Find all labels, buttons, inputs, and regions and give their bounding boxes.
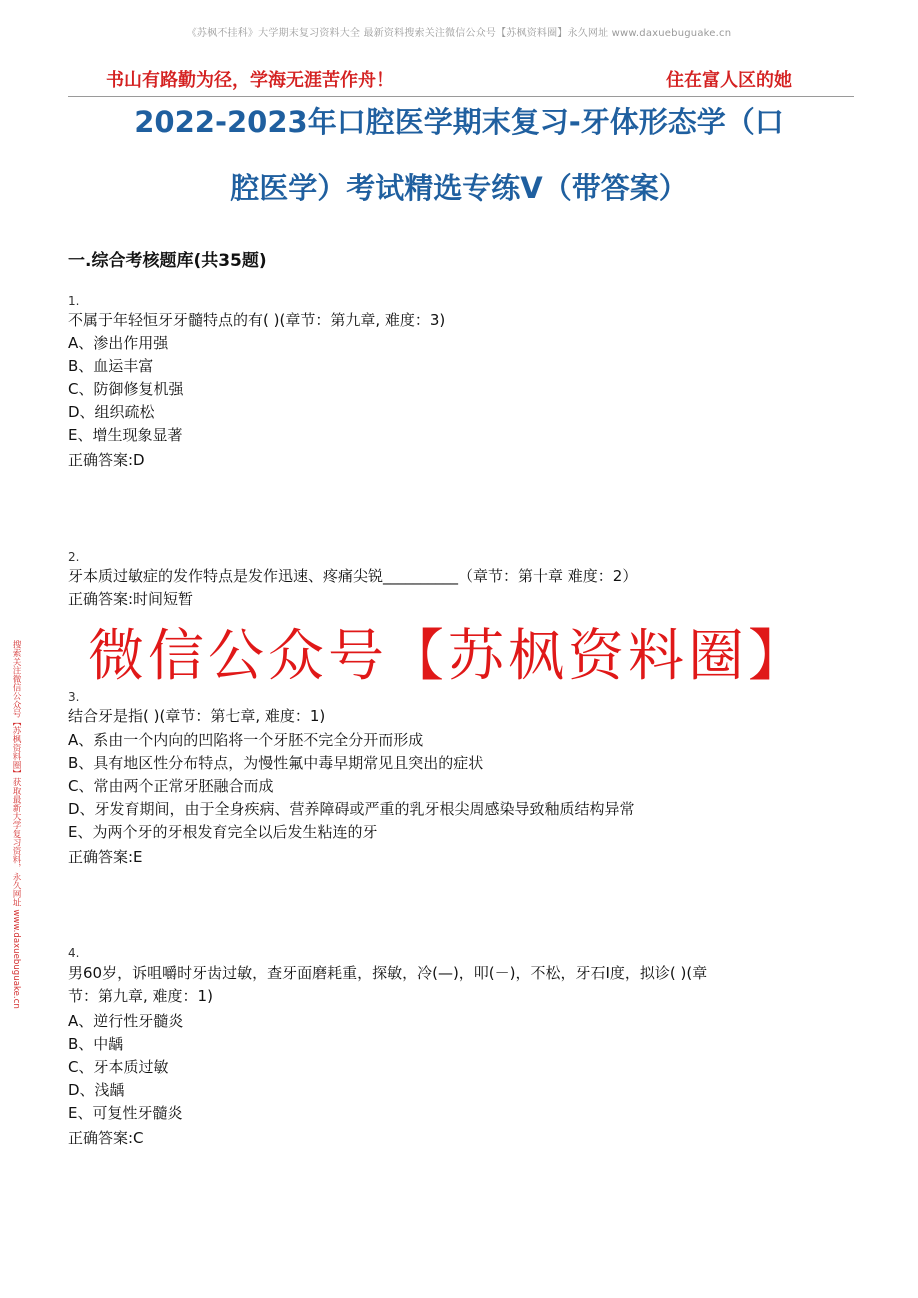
side-margin-note: 搜索关注微信公众号【苏枫资料圈】获取最新大学复习资料，永久网址 www.daxuebuguake.cn — [11, 640, 21, 1009]
question-3-option-b: B、具有地区性分布特点，为慢性氟中毒早期常见且突出的症状 — [68, 754, 484, 772]
question-1-option-d: D、组织疏松 — [68, 403, 155, 421]
question-4-option-d: D、浅龋 — [68, 1081, 125, 1099]
question-2-number: 2. — [68, 550, 80, 564]
question-4-answer: 正确答案:C — [68, 1129, 144, 1147]
section-heading: 一.综合考核题库(共35题) — [68, 251, 267, 271]
question-3-stem: 结合牙是指( )(章节：第七章, 难度：1) — [68, 707, 326, 725]
question-1-stem: 不属于年轻恒牙牙髓特点的有( )(章节：第九章, 难度：3) — [68, 311, 446, 329]
question-4-option-a: A、逆行性牙髓炎 — [68, 1012, 184, 1030]
question-4-number: 4. — [68, 946, 80, 960]
question-4-option-c: C、牙本质过敏 — [68, 1058, 169, 1076]
header-source-note: 《苏枫不挂科》大学期末复习资料大全 最新资料搜索关注微信公众号【苏枫资料圈】永久网址 www.daxuebuguake.cn — [186, 28, 732, 39]
question-3-option-c: C、常由两个正常牙胚融合而成 — [68, 777, 274, 795]
header-divider — [68, 96, 854, 97]
question-1-option-b: B、血运丰富 — [68, 357, 154, 375]
question-2-stem: 牙本质过敏症的发作特点是发作迅速、疼痛尖锐__________（章节：第十章 难度：2） — [68, 567, 638, 585]
question-1-option-e: E、增生现象显著 — [68, 426, 183, 444]
question-1-option-a: A、渗出作用强 — [68, 334, 169, 352]
watermark-banner: 微信公众号【苏枫资料圈】 — [88, 624, 808, 689]
document-title-line-2: 腔医学）考试精选专练Ⅴ（带答案） — [230, 171, 688, 205]
question-3-number: 3. — [68, 690, 80, 704]
document-title-line-1: 2022-2023年口腔医学期末复习-牙体形态学（口 — [134, 105, 784, 139]
motto-right: 住在富人区的她 — [666, 70, 792, 91]
question-4-stem-line-2: 节：第九章, 难度：1) — [68, 987, 213, 1005]
question-4-option-e: E、可复性牙髓炎 — [68, 1104, 183, 1122]
question-3-answer: 正确答案:E — [68, 848, 143, 866]
question-1-answer: 正确答案:D — [68, 451, 145, 469]
question-3-option-d: D、牙发育期间，由于全身疾病、营养障碍或严重的乳牙根尖周感染导致釉质结构异常 — [68, 800, 635, 818]
question-3-option-a: A、系由一个内向的凹陷将一个牙胚不完全分开而形成 — [68, 731, 424, 749]
question-2-answer: 正确答案:时间短暂 — [68, 590, 194, 608]
question-4-stem-line-1: 男60岁，诉咀嚼时牙齿过敏，查牙面磨耗重，探敏，冷(—)，叩(－)，不松，牙石Ⅰ度，拟诊( )(章 — [68, 964, 708, 982]
question-1-option-c: C、防御修复机强 — [68, 380, 184, 398]
motto-left: 书山有路勤为径，学海无涯苦作舟！ — [106, 70, 394, 91]
question-4-option-b: B、中龋 — [68, 1035, 124, 1053]
question-1-number: 1. — [68, 294, 80, 308]
question-3-option-e: E、为两个牙的牙根发育完全以后发生粘连的牙 — [68, 823, 378, 841]
